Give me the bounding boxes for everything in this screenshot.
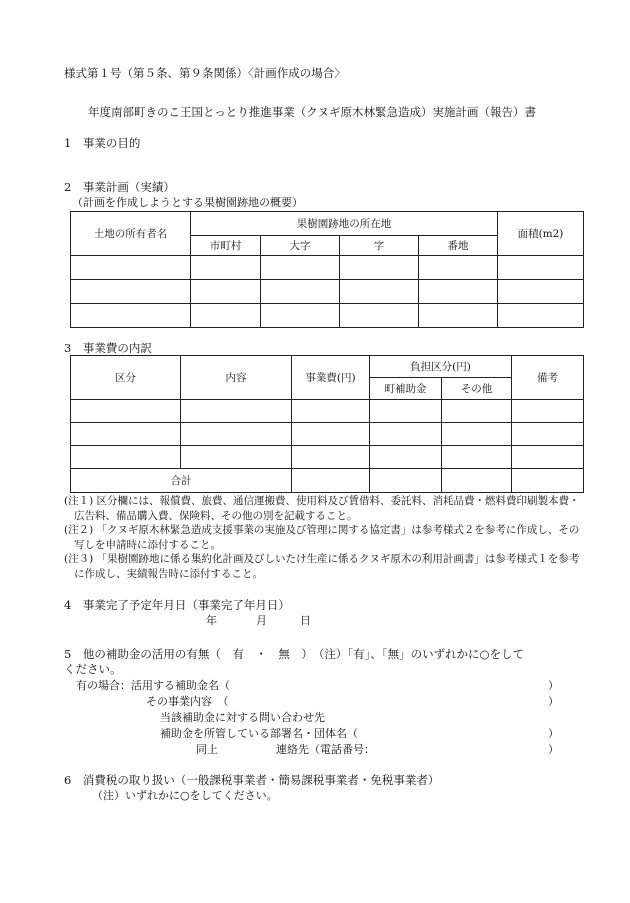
close-paren: ） [548, 727, 559, 740]
completion-day: 日 [300, 614, 311, 627]
table-row [71, 280, 584, 304]
header-owner: 土地の所有者名 [71, 212, 191, 256]
header-town-subsidy: 町補助金 [370, 378, 442, 400]
note-2: (注２) 「クヌギ原木林緊急造成支援事業の実施及び管理に関する協定書」は参考様式２を参考に作成し、その写しを申請時に添付すること。 [64, 524, 580, 551]
header-city: 市町村 [191, 236, 261, 256]
total-label: 合計 [71, 469, 292, 493]
completion-year: 年 [206, 614, 217, 627]
section-2-heading: 2 事業計画（実績） [64, 180, 175, 194]
header-oaza: 大字 [261, 236, 340, 256]
header-kubun: 区分 [71, 356, 181, 400]
section-3-heading: 3 事業費の内訳 [64, 341, 152, 355]
contact-label: 連絡先（電話番号： [276, 743, 375, 756]
header-futan: 負担区分(円) [370, 356, 512, 378]
note-3: (注３) 「果樹園跡地に係る集約化計画及びしいたけ生産に係るクヌギ原木の利用計画書」は参考様式１を参考に作成し、実績報告時に添付すること。 [64, 553, 580, 580]
table-row [71, 446, 584, 469]
table-total-row [71, 469, 584, 493]
document-title: 年度南部町きのこ王国とっとり推進事業（クヌギ原木林緊急造成）実施計画（報告）書 [88, 105, 537, 119]
section-5-heading: 5 他の補助金の活用の有無（ 有 ・ 無 ） （注）「有」、「無」のいずれかに○をして [64, 647, 525, 661]
other-content-label: その事業内容 （ [146, 695, 229, 708]
section-6-heading: 6 消費税の取り扱い（一般課税事業者・簡易課税事業者・免税事業者） [64, 773, 440, 787]
form-label: 様式第１号（第５条、第９条関係）〈計画作成の場合〉 [64, 66, 346, 80]
section-4-heading: 4 事業完了予定年月日（事業完了年月日） [64, 598, 290, 612]
inquiry-label: 当該補助金に対する問い合わせ先 [160, 711, 325, 724]
close-paren: ） [548, 743, 559, 756]
table-row [71, 423, 584, 446]
completion-month: 月 [256, 614, 267, 627]
same-label: 同上 [196, 743, 218, 756]
header-other: その他 [442, 378, 512, 400]
table-row [71, 304, 584, 328]
section-5-heading-cont: ください。 [64, 662, 122, 676]
header-jigyohi: 事業費(円) [292, 356, 370, 400]
table-row [71, 256, 584, 280]
cost-breakdown-table [70, 355, 584, 493]
close-paren: ） [548, 679, 559, 692]
section-1-heading: 1 事業の目的 [64, 136, 141, 150]
header-aza: 字 [340, 236, 419, 256]
site-overview-table [70, 211, 584, 328]
close-paren: ） [548, 695, 559, 708]
cost-notes [64, 494, 584, 581]
header-banchi: 番地 [419, 236, 498, 256]
subsidy-name-label: 有の場合：活用する補助金名（ [76, 679, 230, 692]
header-naiyo: 内容 [181, 356, 292, 400]
header-location: 果樹園跡地の所在地 [191, 212, 498, 236]
department-label: 補助金を所管している部署名・団体名（ [160, 727, 358, 740]
table-row [71, 400, 584, 423]
header-biko: 備考 [512, 356, 584, 400]
header-area: 面積(m2) [498, 212, 584, 256]
section-2-subheading: （計画を作成しようとする果樹園跡地の概要） [72, 196, 303, 209]
note-1: (注１) 区分欄には、報償費、旅費、通信運搬費、使用料及び賃借料、委託料、消耗品費・燃料費印刷製本費・広告料、備品購入費、保険料、その他の別を記載すること。 [64, 495, 580, 522]
section-6-note: （注）いずれかに○をしてください。 [92, 789, 278, 802]
